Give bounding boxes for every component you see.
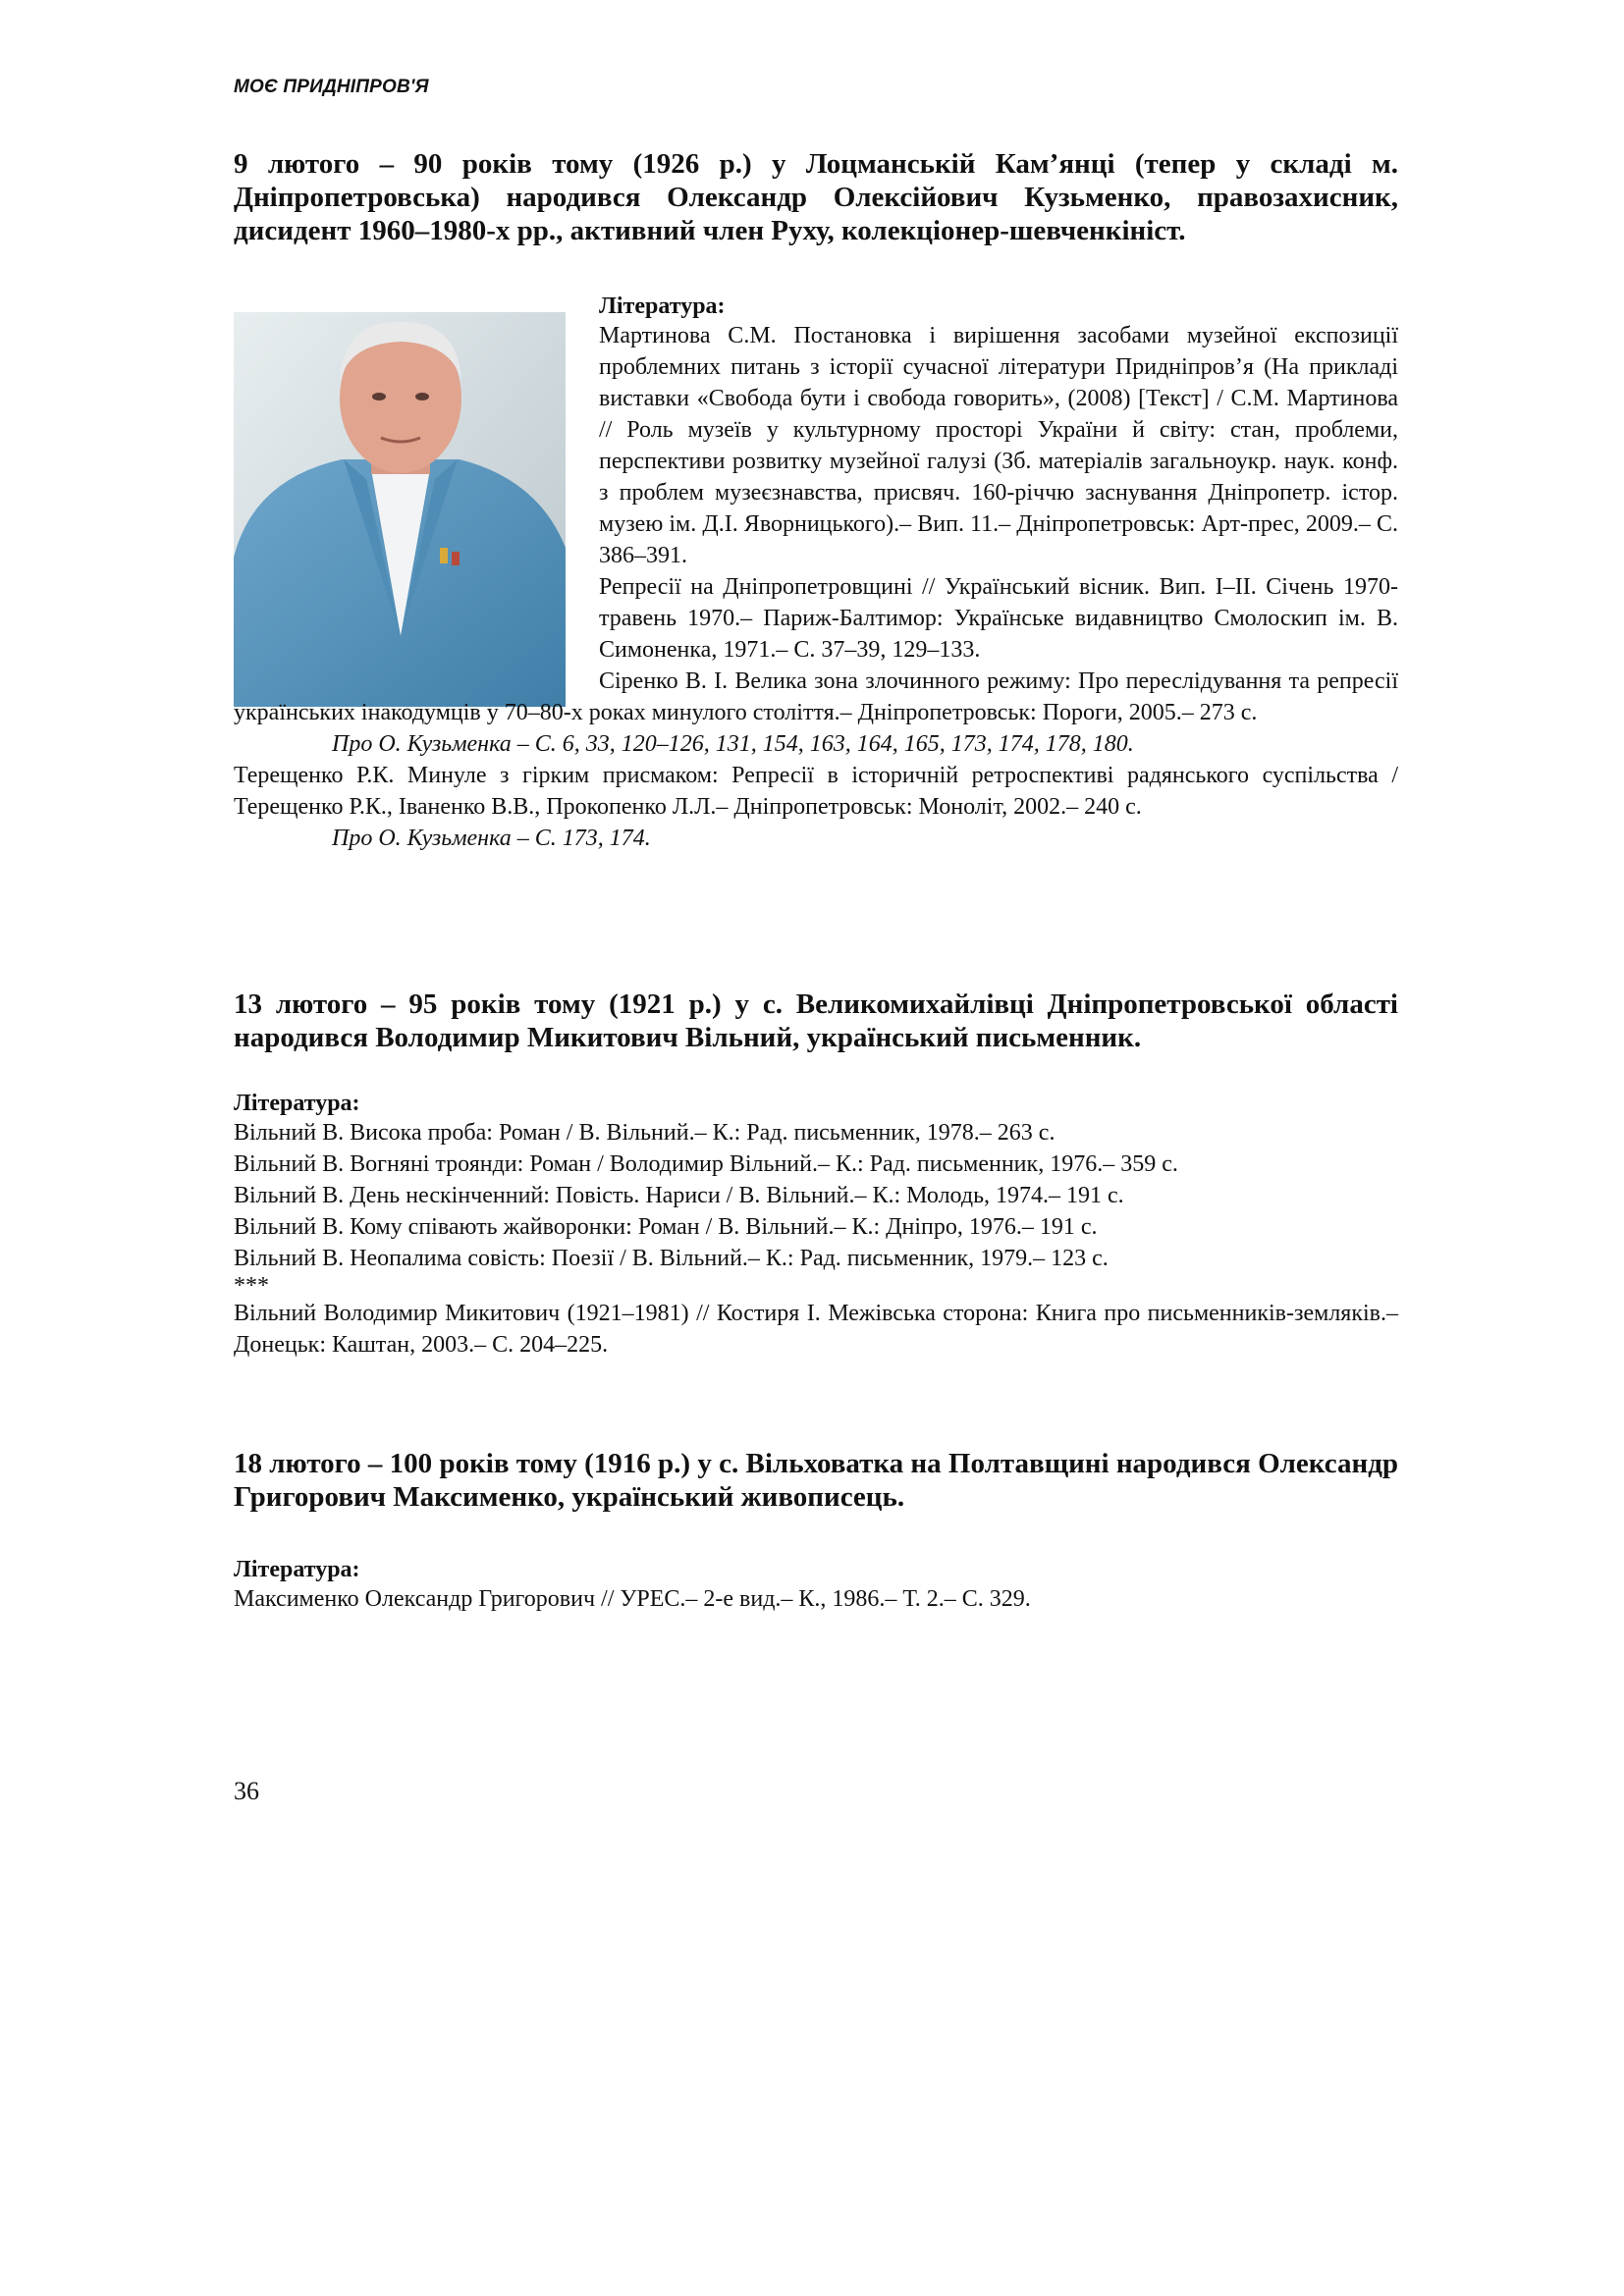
literature-entry: Вільний В. Вогняні троянди: Роман / Володимир Вільний.– К.: Рад. письменник, 1976.– 359 с. xyxy=(234,1151,1178,1177)
section-heading-maksymenko: 18 лютого – 100 років тому (1916 р.) у с. Вільховатка на Полтавщині народився Олександр Григорович Максименко, український живописець. xyxy=(234,1448,1398,1513)
literature-entry: Сіренко В. І. Велика зона злочинного режиму: Про переслідування та репресії українських інакодумців у 70–80-х роках минулого століття.– Дніпропетровськ: Пороги, 2005.– 273 с. xyxy=(234,668,1398,725)
page-number: 36 xyxy=(234,1777,259,1805)
literature-label: Література: xyxy=(234,1091,360,1116)
literature-about-note: Про О. Кузьменка – С. 6, 33, 120–126, 131, 154, 163, 164, 165, 173, 174, 178, 180. xyxy=(332,731,1134,757)
literature-entry: Вільний В. Неопалима совість: Поезії / В. Вільний.– К.: Рад. письменник, 1979.– 123 с. xyxy=(234,1246,1109,1271)
literature-entry: Мартинова С.М. Постановка і вирішення засобами музейної експозиції проблемних питань з історії сучасної літератури Придніпров’я (На прикладі виставки «Свобода бути і свобода говорить», (2008) [Текст] / С.М. Мартинова // Роль музеїв у культурному просторі України й світу: стан, проблеми, перспективи розвитку музейної галузі (Зб. матеріалів загальноукр. наук. конф. з проблем музеєзнавства, присвяч. 160-річчю заснування Дніпропетр. істор. музею ім. Д.І. Яворницького).– Вип. 11.– Дніпропетровськ: Арт-прес, 2009.– С. 386–391. xyxy=(599,323,1398,568)
literature-label: Література: xyxy=(599,294,726,319)
section-kuzmenko xyxy=(234,293,1398,854)
literature-right-column xyxy=(599,293,1398,666)
page-header: МОЄ ПРИДНІПРОВ'Я xyxy=(234,77,429,97)
literature-entry: Вільний В. День нескінченний: Повість. Нариси / В. Вільний.– К.: Молодь, 1974.– 191 с. xyxy=(234,1183,1124,1208)
section-heading-kuzmenko: 9 лютого – 90 років тому (1926 р.) у Лоцманській Кам’янці (тепер у складі м. Дніпропетровська) народився Олександр Олексійович Кузьменко, правозахисник, дисидент 1960–1980-х рр., активний член Руху, колекціонер-шевченкініст. xyxy=(234,148,1398,246)
literature-entry: Вільний В. Кому співають жайворонки: Роман / В. Вільний.– К.: Дніпро, 1976.– 191 с. xyxy=(234,1214,1098,1240)
section-maksymenko xyxy=(234,1556,1398,1615)
literature-entry: Вільний Володимир Микитович (1921–1981) // Костиря І. Межівська сторона: Книга про письменників-земляків.– Донецьк: Каштан, 2003.– С. 204–225. xyxy=(234,1301,1398,1358)
section-heading-vilnyi: 13 лютого – 95 років тому (1921 р.) у с. Великомихайлівці Дніпропетровської області народився Володимир Микитович Вільний, український письменник. xyxy=(234,988,1398,1053)
literature-label: Література: xyxy=(234,1557,360,1582)
section-vilnyi xyxy=(234,1090,1398,1361)
separator-stars: *** xyxy=(234,1273,269,1299)
literature-about-note: Про О. Кузьменка – С. 173, 174. xyxy=(332,826,651,851)
literature-entry: Максименко Олександр Григорович // УРЕС.– 2-е вид.– К., 1986.– Т. 2.– С. 329. xyxy=(234,1586,1031,1612)
literature-entry: Терещенко Р.К. Минуле з гірким присмаком: Репресії в історичній ретроспективі радянського суспільства / Терещенко Р.К., Іваненко В.В., Прокопенко Л.Л.– Дніпропетровськ: Моноліт, 2002.– 240 с. xyxy=(234,763,1398,820)
literature-entry: Вільний В. Висока проба: Роман / В. Вільний.– К.: Рад. письменник, 1978.– 263 с. xyxy=(234,1120,1056,1146)
literature-entry: Репресії на Дніпропетровщині // Український вісник. Вип. I–II. Січень 1970-травень 1970.– Париж-Балтимор: Українське видавництво Смолоскип ім. В. Симоненка, 1971.– С. 37–39, 129–133. xyxy=(599,574,1398,663)
